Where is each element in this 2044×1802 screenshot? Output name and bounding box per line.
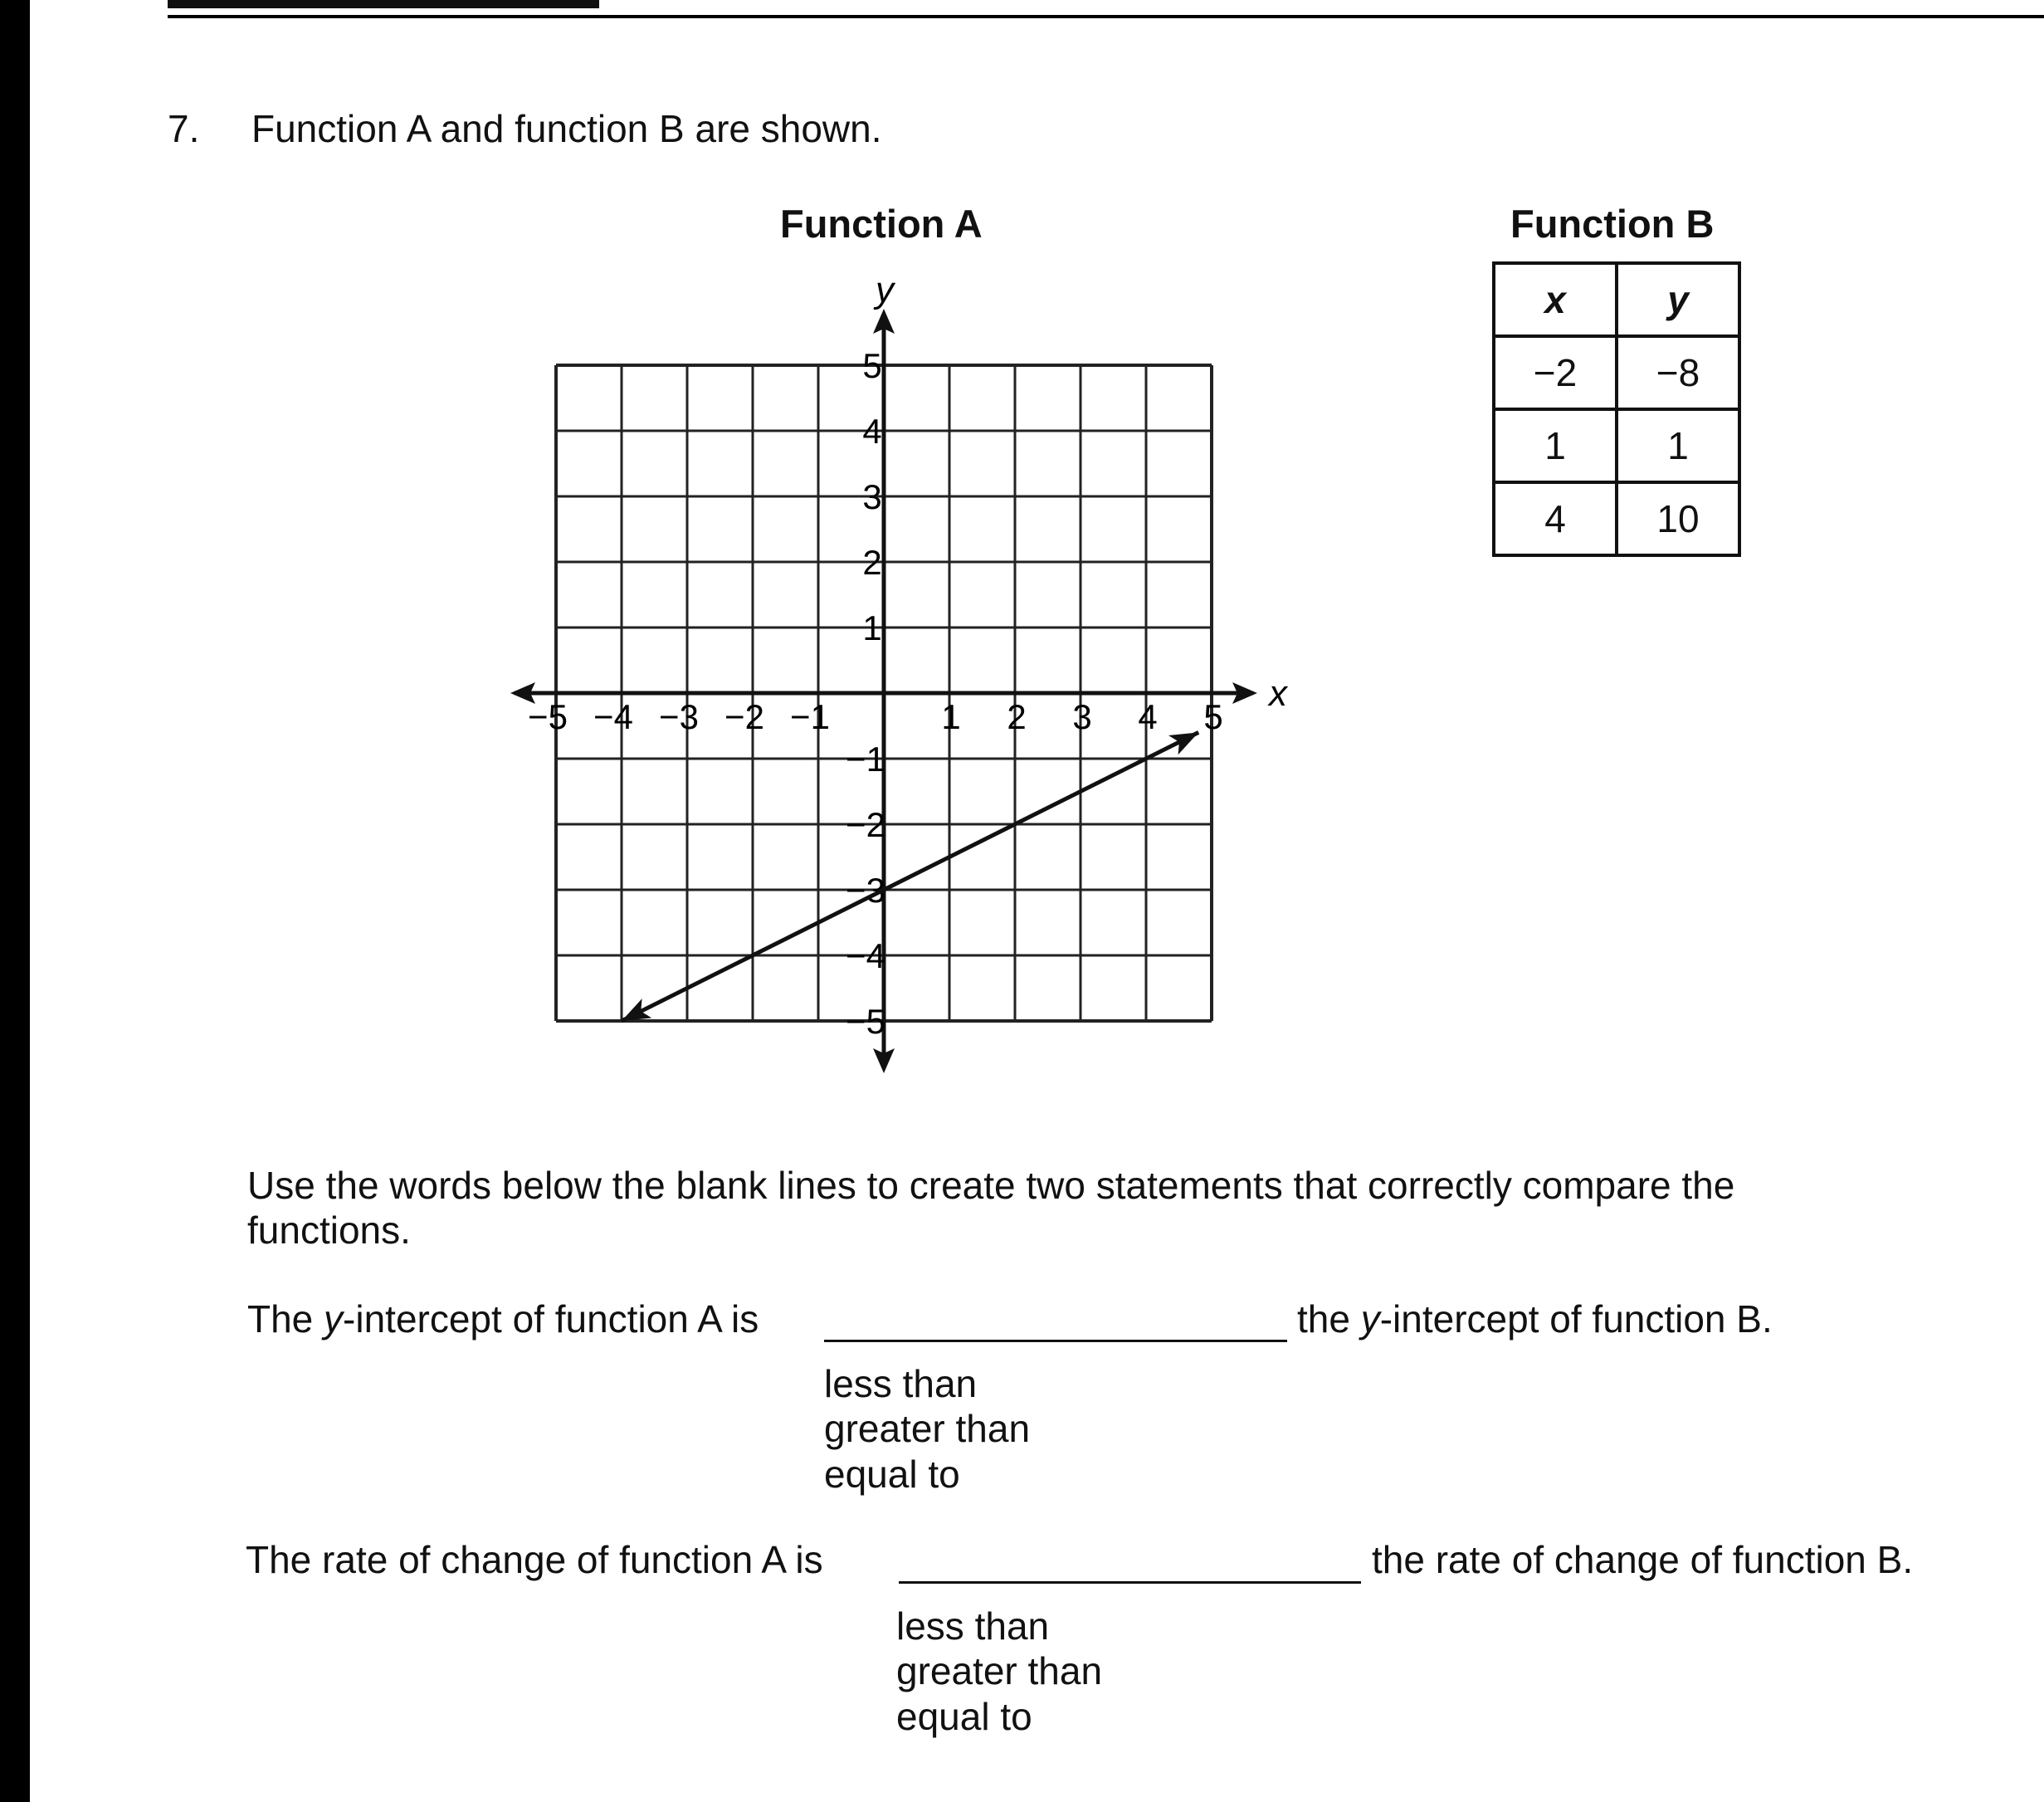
function-a-title: Function A <box>780 202 983 246</box>
statement-2-blank[interactable] <box>899 1581 1361 1584</box>
x-tick-label: 3 <box>1072 697 1092 736</box>
x-tick-label: −4 <box>593 697 633 736</box>
option-equal-to[interactable]: equal to <box>824 1452 960 1496</box>
table-cell: 1 <box>1617 409 1739 482</box>
graph-axes <box>510 270 1289 1073</box>
variable-y: y <box>1360 1297 1380 1341</box>
table-header-row <box>1494 263 1739 336</box>
question-number: 7. <box>168 107 200 150</box>
x-axis-label: x <box>1269 673 1287 714</box>
table-cell: 10 <box>1617 482 1739 555</box>
option-greater-than[interactable]: greater than <box>824 1407 1031 1451</box>
x-tick-label: 4 <box>1138 697 1158 736</box>
table-row <box>1494 482 1739 555</box>
x-tick-label: 2 <box>1007 697 1027 736</box>
option-greater-than[interactable]: greater than <box>896 1649 1103 1693</box>
y-tick-label: −1 <box>846 740 885 779</box>
scan-edge <box>0 0 30 1802</box>
variable-y: y <box>324 1297 344 1341</box>
y-tick-label: 5 <box>862 346 882 385</box>
header-text-fragment <box>168 0 599 8</box>
y-tick-label: −5 <box>846 1002 885 1041</box>
statement-2-options <box>896 1604 1102 1739</box>
table-header-x: x <box>1494 263 1617 336</box>
table-cell: 1 <box>1494 409 1617 482</box>
header-rule <box>168 15 2044 18</box>
option-equal-to[interactable]: equal to <box>896 1694 1032 1738</box>
statement-2-suffix: the rate of change of function B. <box>1372 1538 1914 1581</box>
function-a-graph <box>490 257 1336 1104</box>
table-cell: −2 <box>1494 336 1617 409</box>
graph-series <box>622 732 1198 1021</box>
table-header-y: y <box>1617 263 1739 336</box>
y-tick-label: −4 <box>846 936 885 975</box>
statement-1-prefix: The y-intercept of function A is <box>247 1297 759 1341</box>
function-a-line <box>622 732 1198 1021</box>
y-tick-label: 2 <box>862 543 882 582</box>
y-tick-label: −2 <box>846 805 885 844</box>
function-b-title: Function B <box>1510 202 1715 246</box>
x-tick-label: −2 <box>724 697 764 736</box>
option-less-than[interactable]: less than <box>824 1362 978 1405</box>
statement-1-options <box>824 1361 1030 1497</box>
statement-1-blank[interactable] <box>824 1340 1287 1342</box>
statement-2-prefix: The rate of change of function A is <box>246 1538 823 1581</box>
function-b-table <box>1492 261 1741 557</box>
x-tick-label: −5 <box>528 697 568 736</box>
table-row <box>1494 409 1739 482</box>
option-less-than[interactable]: less than <box>896 1604 1050 1648</box>
y-tick-label: 4 <box>862 412 882 451</box>
question-text: Function A and function B are shown. <box>251 107 882 150</box>
y-tick-label: 3 <box>862 477 882 516</box>
table-cell: 4 <box>1494 482 1617 555</box>
table-row <box>1494 336 1739 409</box>
x-tick-label: 5 <box>1203 697 1223 736</box>
x-tick-label: −1 <box>790 697 830 736</box>
statement-1-suffix: the y-intercept of function B. <box>1297 1297 1773 1341</box>
x-tick-label: 1 <box>941 697 961 736</box>
y-tick-label: 1 <box>862 608 882 647</box>
table-cell: −8 <box>1617 336 1739 409</box>
instructions: Use the words below the blank lines to create two statements that correctly compare the functions. <box>247 1164 1735 1252</box>
x-tick-label: −3 <box>659 697 699 736</box>
y-tick-label: −3 <box>846 871 885 910</box>
y-axis-label: y <box>876 270 894 310</box>
